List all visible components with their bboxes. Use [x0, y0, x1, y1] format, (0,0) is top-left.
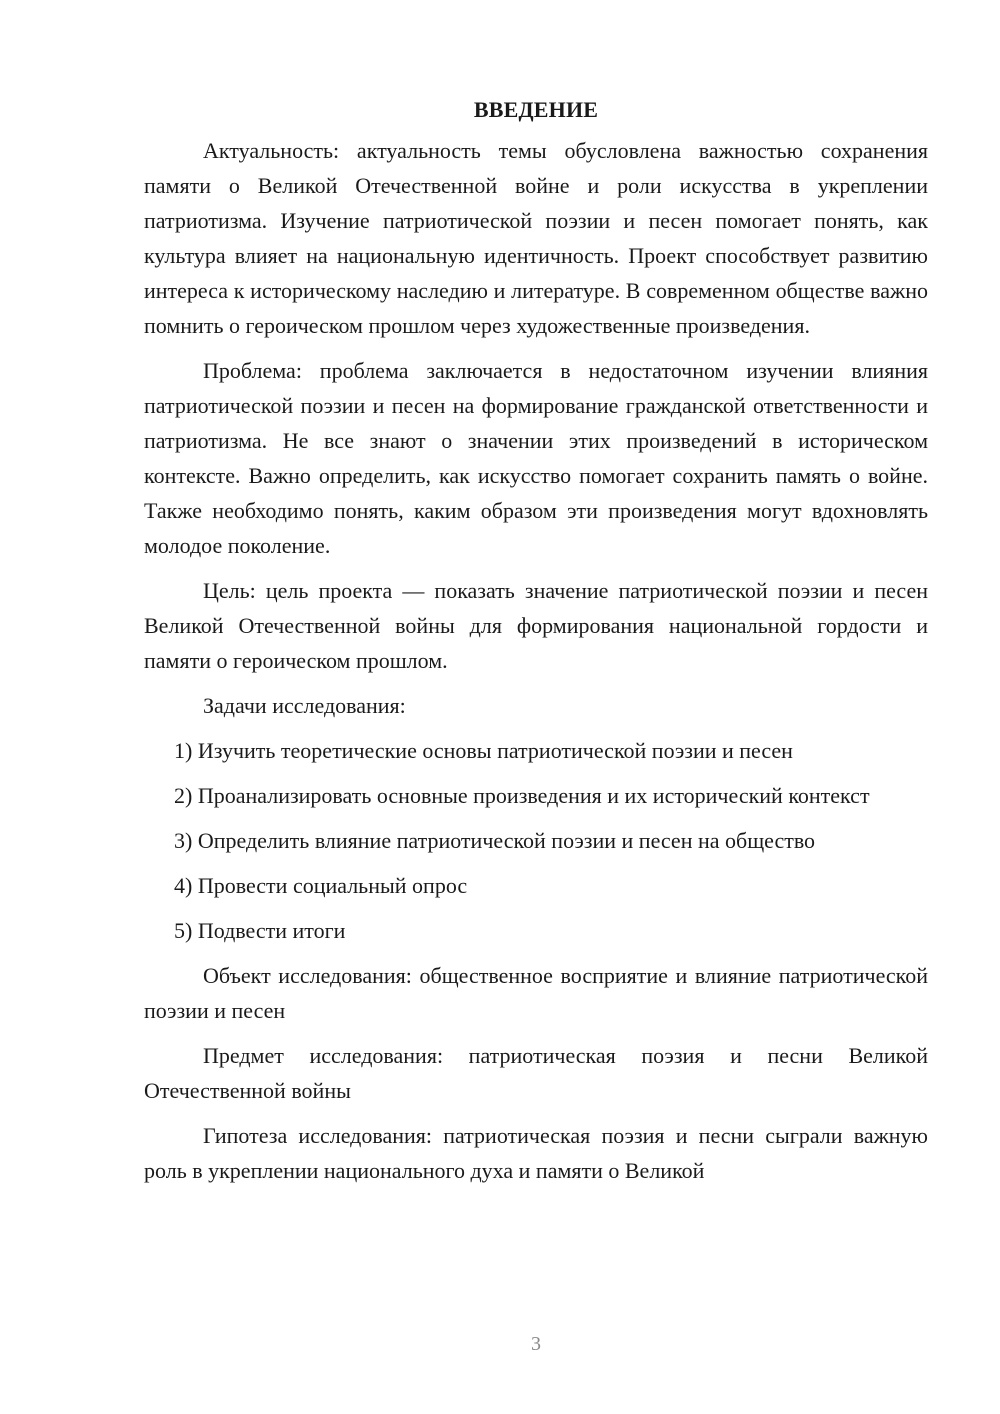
section-heading: ВВЕДЕНИЕ [473, 97, 599, 122]
task-item-4: 4) Провести социальный опрос [174, 873, 468, 898]
object-paragraph: Объект исследования: общественное восприятие и влияние патриотической поэзии и песен [144, 963, 928, 1023]
hypothesis-paragraph: Гипотеза исследования: патриотическая поэзия и песни сыграли важную роль в укреплении национального духа и памяти о Великой [144, 1123, 928, 1183]
task-item-1: 1) Изучить теоретические основы патриотической поэзии и песен [174, 738, 793, 763]
task-item-2: 2) Проанализировать основные произведения и их исторический контекст [174, 783, 870, 808]
task-item-3: 3) Определить влияние патриотической поэзии и песен на общество [174, 828, 816, 853]
goal-paragraph: Цель: цель проекта — показать значение патриотической поэзии и песен Великой Отечественной войны для формирования национальной гордости и памяти о героическом прошлом. [144, 578, 928, 673]
tasks-title: Задачи исследования: [203, 693, 406, 718]
relevance-paragraph: Актуальность: актуальность темы обусловлена важностью сохранения памяти о Великой Отечественной войне и роли искусства в укреплении патриотизма. Изучение патриотической поэзии и песен помогает понять, как культура влияет на национальную идентичность. Проект способствует развитию интереса к историческому наследию и литературе. В современном обществе важно помнить о героическом прошлом через художественные произведения. [144, 138, 928, 338]
page-number: 3 [531, 1333, 541, 1355]
problem-paragraph: Проблема: проблема заключается в недостаточном изучении влияния патриотической поэзии и песен на формирование гражданской ответственности и патриотизма. Не все знают о значении этих произведений в историческом контексте. Важно определить, как искусство помогает сохранить память о войне. Также необходимо понять, каким образом эти произведения могут вдохновлять молодое поколение. [144, 358, 928, 558]
task-item-5: 5) Подвести итоги [174, 918, 346, 943]
subject-paragraph: Предмет исследования: патриотическая поэзия и песни Великой Отечественной войны [144, 1043, 928, 1103]
document-page [144, 92, 928, 1198]
